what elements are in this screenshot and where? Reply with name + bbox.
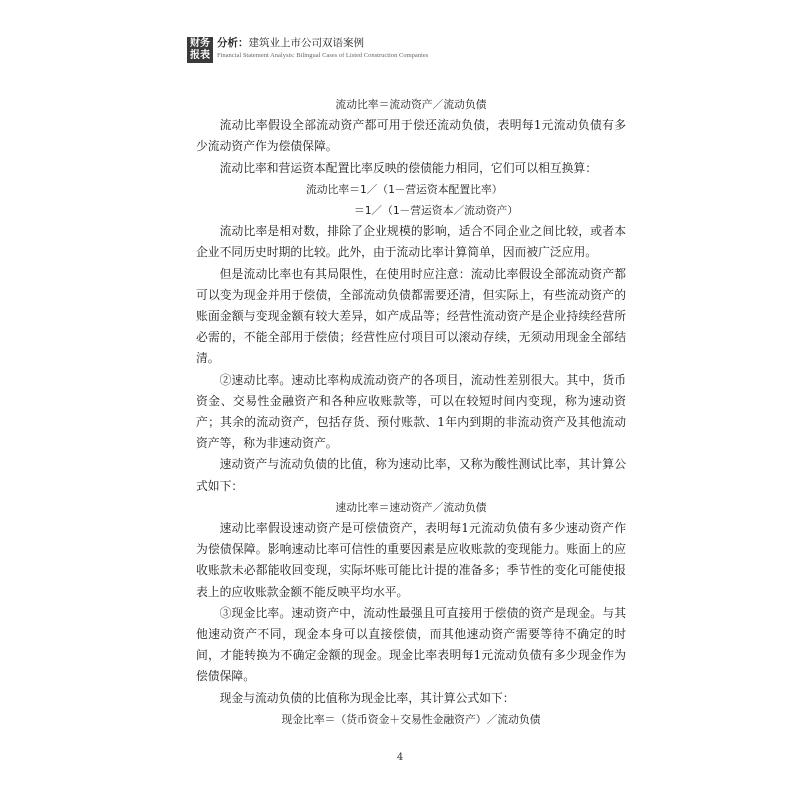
header-subtitle: Financial Statement Analysis: Bilingual Cases of Listed Construction Companies (217, 52, 429, 59)
header-title-bold: 分析： (217, 37, 249, 49)
formula-conversion-1: 流动比率＝1／（1－营运资本配置比率） (306, 182, 503, 196)
paragraph-9: 现金与流动负债的比值称为现金比率，其计算公式如下： (219, 690, 515, 705)
paragraph-3: 流动比率是相对数，排除了企业规模的影响，适合不同企业之间比较，或者本企业不同历史时期的比较。此外，由于流动比率计算简单，因而被广泛应用。 (196, 224, 626, 260)
book-logo (187, 37, 213, 63)
formula-quick-ratio: 速动比率＝速动资产／流动负债 (335, 500, 487, 514)
page-number: 4 (396, 752, 404, 763)
formula-current-ratio: 流动比率＝流动资产／流动负债 (335, 98, 487, 111)
running-header (187, 37, 428, 63)
formula-conversion-2: ＝1／（1－营运资本／流动资产） (354, 204, 519, 218)
paragraph-2: 流动比率和营运资本配置比率反映的偿债能力相同，它们可以相互换算： (219, 160, 598, 175)
header-title (217, 37, 428, 50)
paragraph-7: 速动比率假设速动资产是可偿债资产，表明每1元流动负债有多少速动资产作为偿债保障。影响速动比率可信性的重要因素是应收账款的变现能力。账面上的应收账款未必都能收回变现，实际坏账可能比计提的准备多；季节性的变化可能使报表上的应收账款金额不能反映平均水平。 (196, 521, 626, 599)
logo-line-2: 报表 (190, 50, 210, 61)
paragraph-5: ②速动比率。速动比率构成流动资产的各项目，流动性差别很大。其中，货币资金、交易性金融资产和各种应收账款等，可以在较短时间内变现，称为速动资产；其余的流动资产，包括存货、预付账款、1年内到期的非流动资产及其他流动资产等，称为非速动资产。 (196, 372, 626, 451)
logo-line-1: 财务 (190, 38, 210, 49)
paragraph-4: 但是流动比率也有其局限性，在使用时应注意：流动比率假设全部流动资产都可以变为现金并用于偿债，全部流动负债都需要还清，但实际上，有些流动资产的账面金额与变现金额有较大差异，如产成品等；经营性流动资产是企业持续经营所必需的，不能全部用于偿债；经营性应付项目可以滚动存续，无须动用现金全部结清。 (196, 266, 626, 366)
header-text (217, 37, 428, 60)
paragraph-1: 流动比率假设全部流动资产都可用于偿还流动负债，表明每1元流动负债有多少流动资产作为偿债保障。 (196, 118, 626, 154)
header-title-rest: 建筑业上市公司双语案例 (248, 37, 364, 49)
formula-cash-ratio: 现金比率＝（货币资金＋交易性金融资产）／流动负债 (281, 712, 541, 726)
paragraph-6: 速动资产与流动负债的比值，称为速动比率，又称为酸性测试比率，其计算公式如下： (196, 457, 626, 493)
paragraph-8: ③现金比率。速动资产中，流动性最强且可直接用于偿债的资产是现金。与其他速动资产不同，现金本身可以直接偿债，而其他速动资产需要等待不确定的时间，才能转换为不确定金额的现金。现金比率表明每1元流动负债有多少现金作为偿债保障。 (196, 605, 626, 684)
page-content (196, 94, 626, 730)
